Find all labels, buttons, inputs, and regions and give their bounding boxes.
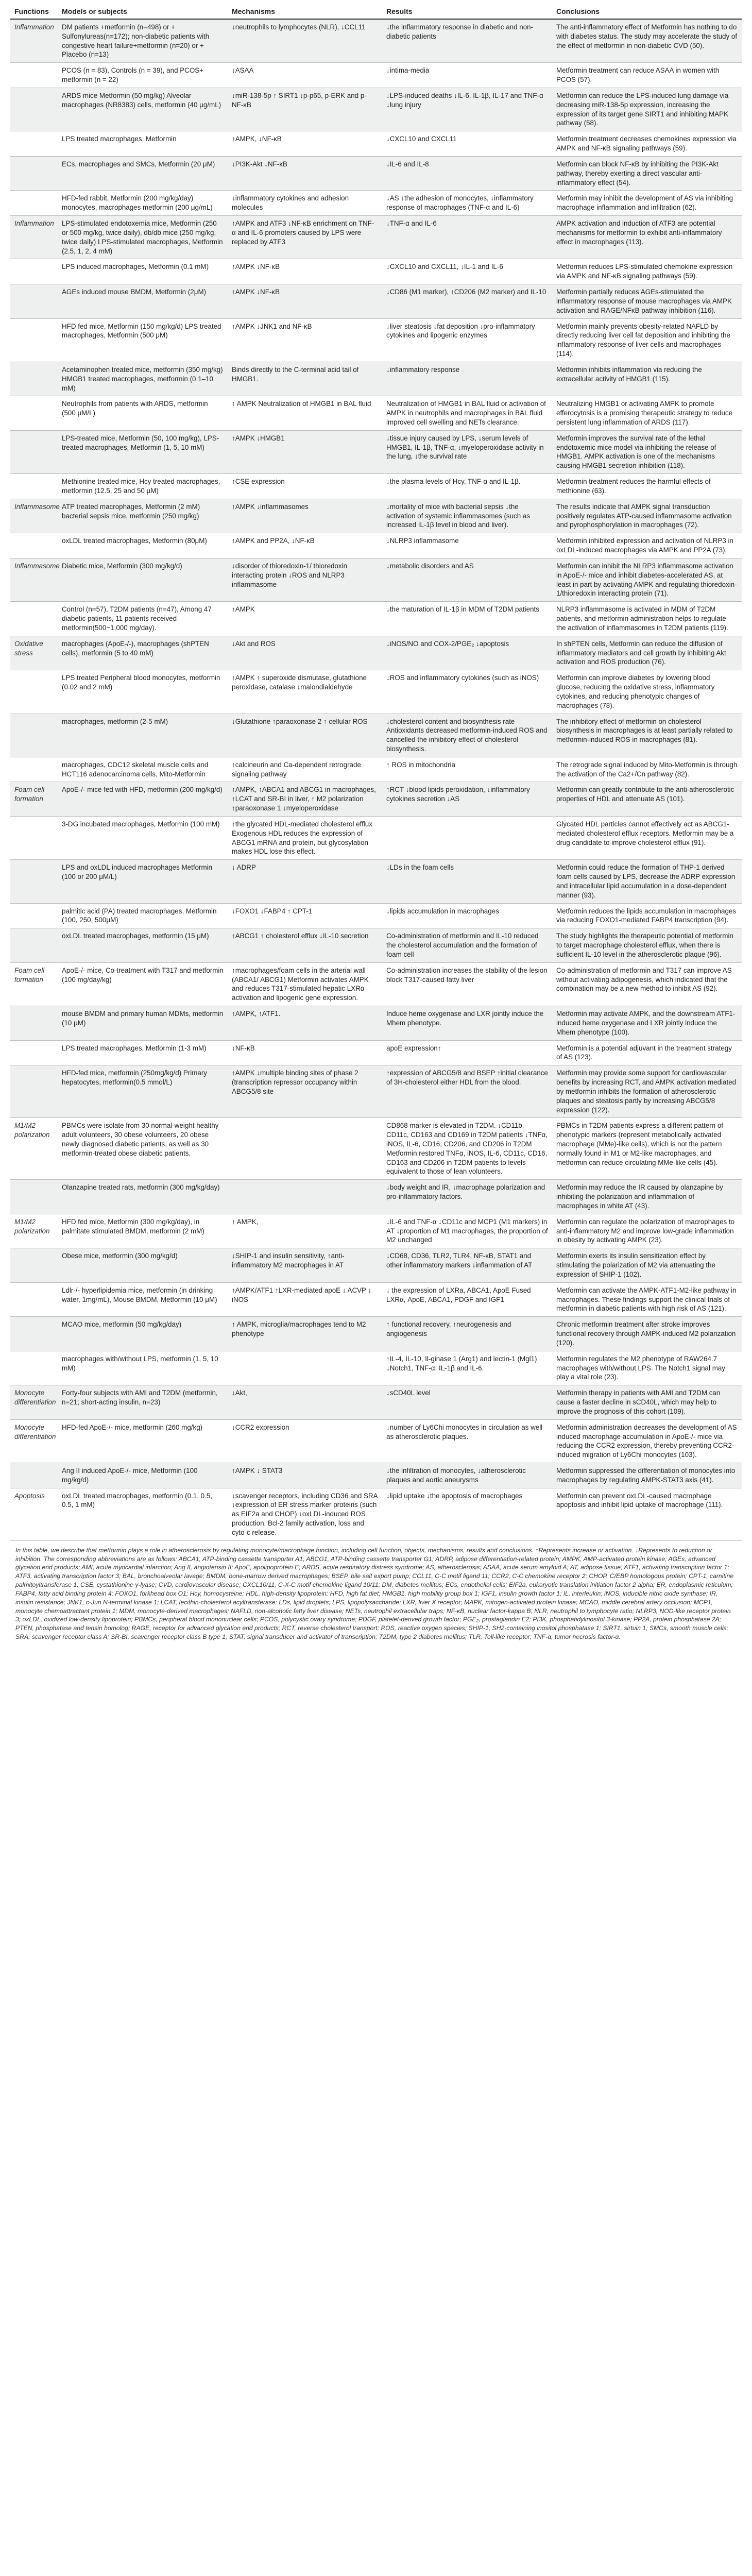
cell-model: Neutrophils from patients with ARDS, metformin (500 μM/L) xyxy=(58,396,228,430)
cell-conclusion: The retrograde signal induced by Mito-Metformin is through the activation of the Ca2+/Cn pathway (82). xyxy=(552,757,742,782)
table-header xyxy=(10,4,742,19)
cell-result: ↓CD68, CD36, TLR2, TLR4, NF-κB, STAT1 and other inflammatory markers ↓inflammation of AT xyxy=(382,1248,552,1282)
cell-function: Foam cell formation xyxy=(10,782,58,816)
cell-conclusion: Metformin regulates the M2 phenotype of RAW264.7 macrophages with/without LPS. The Notch1 signal may play a vital role (23). xyxy=(552,1351,742,1385)
cell-conclusion: The study highlights the therapeutic potential of metformin to target macrophage cholesterol efflux, when there is sufficient IL-10 level in the atherosclerotic plaque (96). xyxy=(552,928,742,962)
cell-function xyxy=(10,757,58,782)
cell-mechanism: ↑AMPK and ATF3 ↓NF-κB enrichment on TNF-α and IL-6 promoters caused by LPS were replaced by ATF3 xyxy=(228,216,382,259)
cell-model: PCOS (n = 83), Controls (n = 39), and PCOS+ metformin (n = 22) xyxy=(58,63,228,88)
cell-mechanism: ↑AMPK and PP2A, ↓NF-κB xyxy=(228,533,382,558)
header-results: Results xyxy=(382,4,552,19)
table-row xyxy=(10,1214,742,1248)
table-row xyxy=(10,499,742,533)
cell-result: ↓intima-media xyxy=(382,63,552,88)
table-row xyxy=(10,1317,742,1351)
cell-mechanism: ↓PI3K-Akt ↓NF-κB xyxy=(228,156,382,190)
cell-model: Forty-four subjects with AMI and T2DM (metformin, n=21; short-acting insulin, n=23) xyxy=(58,1385,228,1419)
cell-function xyxy=(10,88,58,131)
table-row xyxy=(10,860,742,903)
cell-result: ↓TNF-α and IL-6 xyxy=(382,216,552,259)
cell-function xyxy=(10,362,58,396)
cell-result: ↓sCD40L level xyxy=(382,1385,552,1419)
cell-model: LPS treated Peripheral blood monocytes, metformin (0.02 and 2 mM) xyxy=(58,670,228,714)
cell-model: ApoE-/- mice fed with HFD, metformin (200 mg/kg/d) xyxy=(58,782,228,816)
cell-mechanism: ↑ AMPK Neutralization of HMGB1 in BAL fluid xyxy=(228,396,382,430)
cell-conclusion: Metformin can improve diabetes by lowering blood glucose, reducing the oxidative stress, inflammatory cytokines, and reducing phenotypic changes of macrophages (78). xyxy=(552,670,742,714)
cell-function xyxy=(10,1065,58,1118)
cell-mechanism: ↑CSE expression xyxy=(228,474,382,499)
cell-model: HFD-fed rabbit, Metformin (200 mg/kg/day) monocytes, macrophages metformin (200 μg/mL) xyxy=(58,191,228,216)
cell-result: ↓CXCL10 and CXCL11, ↓IL-1 and IL-6 xyxy=(382,259,552,284)
cell-mechanism: Binds directly to the C-terminal acid tail of HMGB1. xyxy=(228,362,382,396)
cell-conclusion: Co-administration of metformin and T317 can improve AS without activating adipogenesis, which indicated that the combination may be a new method to inhibit AS (92). xyxy=(552,962,742,1006)
cell-conclusion: Metformin inhibited expression and activation of NLRP3 in oxLDL-induced macrophages via AMPK and PP2A (73). xyxy=(552,533,742,558)
cell-mechanism: ↑AMPK ↓ STAT3 xyxy=(228,1463,382,1488)
cell-function xyxy=(10,1180,58,1214)
cell-mechanism: ↓miR-138-5p ↑ SIRT1 ↓p-p65, p-ERK and p-NF-κB xyxy=(228,88,382,131)
cell-model: HFD fed mice, Metformin (150 mg/kg/d) LPS treated macrophages, Metformin (500 μM) xyxy=(58,318,228,362)
table-row xyxy=(10,318,742,362)
cell-conclusion: Metformin can activate the AMPK-ATF1-M2-like pathway in macrophages. These findings support the clinical trials of metformin in diabetic patients with high risk of AS (121). xyxy=(552,1282,742,1316)
table-row xyxy=(10,1282,742,1316)
cell-conclusion: Glycated HDL particles cannot effectively act as ABCG1-mediated cholesterol efflux receptors. Metformin may be a drug candidate to improve cholesterol efflux (91). xyxy=(552,816,742,859)
cell-mechanism: ↓ASAA xyxy=(228,63,382,88)
cell-mechanism: ↑ABCG1 ↑ cholesterol efflux ↓IL-10 secretion xyxy=(228,928,382,962)
cell-conclusion: Metformin improves the survival rate of the lethal endotoxemic mice model via inhibiting the release of HMGB1. AMPK activation is one of the mechanisms causing HMGB1 secretion inhibition (118). xyxy=(552,430,742,473)
cell-conclusion: Metformin may activate AMPK, and the downstream ATF1-induced heme oxygenase and LXR jointly induce the Mhem phenotype (100). xyxy=(552,1006,742,1040)
cell-conclusion: In shPTEN cells, Metformin can reduce the diffusion of inflammatory mediators and cell growth by inhibiting Akt activation and ROS production (76). xyxy=(552,636,742,670)
cell-mechanism: ↓ ADRP xyxy=(228,860,382,903)
table-row xyxy=(10,259,742,284)
cell-model: oxLDL treated macrophages, Metformin (80μM) xyxy=(58,533,228,558)
cell-model: HFD-fed ApoE-/- mice, metformin (260 mg/kg) xyxy=(58,1419,228,1463)
cell-function xyxy=(10,474,58,499)
cell-model: palmitic acid (PA) treated macrophages, Metformin (100, 250, 500μM) xyxy=(58,903,228,928)
cell-function xyxy=(10,156,58,190)
cell-result: ↓iNOS/NO and COX-2/PGE₂ ↓apoptosis xyxy=(382,636,552,670)
cell-mechanism: ↑AMPK xyxy=(228,602,382,636)
cell-conclusion: Metformin reduces the lipids accumulation in macrophages via reducing FOXO1-mediated FABP4 transcription (94). xyxy=(552,903,742,928)
cell-result: ↓mortality of mice with bacterial sepsis ↓the activation of systemic inflammasomes (such as increased IL-1β level in blood and liver). xyxy=(382,499,552,533)
cell-function: Inflammasome xyxy=(10,558,58,601)
cell-mechanism: ↑AMPK, ↓NF-κB xyxy=(228,131,382,157)
table-row xyxy=(10,1248,742,1282)
cell-model: LPS and oxLDL induced macrophages Metformin (100 or 200 μM/L) xyxy=(58,860,228,903)
metformin-table xyxy=(10,4,742,1541)
table-row xyxy=(10,782,742,816)
cell-mechanism: ↑AMPK, ↑ATF1. xyxy=(228,1006,382,1040)
cell-result: ↓inflammatory response xyxy=(382,362,552,396)
cell-model: Control (n=57), T2DM patients (n=47), Among 47 diabetic patients, 11 patients received metformin(500~1,000 mg/day). xyxy=(58,602,228,636)
cell-conclusion: Metformin exerts its insulin sensitization effect by stimulating the polarization of M2 via attenuating the expression of SHIP-1 (102). xyxy=(552,1248,742,1282)
table-row xyxy=(10,216,742,259)
cell-conclusion: Metformin could reduce the formation of THP-1 derived foam cells caused by LPS, decrease the ADRP expression and intracellular lipid accumulation in a dose-dependent manner (93). xyxy=(552,860,742,903)
cell-model: AGEs induced mouse BMDM, Metformin (2μM) xyxy=(58,284,228,318)
cell-conclusion: Metformin treatment can reduce ASAA in women with PCOS (57). xyxy=(552,63,742,88)
cell-function xyxy=(10,602,58,636)
cell-result: apoE expression↑ xyxy=(382,1040,552,1065)
table-row xyxy=(10,636,742,670)
cell-conclusion: Metformin may inhibit the development of AS via inhibiting macrophage inflammation and infiltration (62). xyxy=(552,191,742,216)
cell-result: ↓IL-6 and TNF-α ↓CD11c and MCP1 (M1 markers) in AT ↓proportion of M1 macrophages, the proportion of M2 unchanged xyxy=(382,1214,552,1248)
cell-result: ↓LPS-induced deaths ↓IL-6, IL-1β, IL-17 and TNF-α ↓lung injury xyxy=(382,88,552,131)
cell-result: Neutralization of HMGB1 in BAL fluid or activation of AMPK in neutrophils and macrophages in BAL fluid improved cell swelling and NETs clearance. xyxy=(382,396,552,430)
table-row xyxy=(10,63,742,88)
cell-conclusion: Metformin can regulate the polarization of macrophages to anti-inflammatory M2 and improve low-grade inflammation in obesity by activating AMPK (23). xyxy=(552,1214,742,1248)
table-row xyxy=(10,962,742,1006)
cell-model: LPS induced macrophages, Metformin (0.1 mM) xyxy=(58,259,228,284)
table-row xyxy=(10,1419,742,1463)
cell-model: ARDS mice Metformin (50 mg/kg) Alveolar macrophages (NR8383) cells, metformin (40 μg/mL) xyxy=(58,88,228,131)
cell-mechanism: ↑AMPK/ATF1 ↑LXR-mediated apoE ↓ ACVP ↓ iNOS xyxy=(228,1282,382,1316)
cell-model: LPS-treated mice, Metformin (50, 100 mg/kg), LPS-treated macrophages, Metformin (1, 5, 10 mM) xyxy=(58,430,228,473)
table-row xyxy=(10,430,742,473)
cell-function xyxy=(10,928,58,962)
cell-mechanism: ↑ AMPK, xyxy=(228,1214,382,1248)
header-mechanisms: Mechanisms xyxy=(228,4,382,19)
cell-model: HFD-fed mice, metformin (250mg/kg/d) Primary hepatocytes, metformin(0.5 mmol/L) xyxy=(58,1065,228,1118)
table-row xyxy=(10,191,742,216)
cell-mechanism: ↑calcineurin and Ca-dependent retrograde signaling pathway xyxy=(228,757,382,782)
cell-function: Foam cell formation xyxy=(10,962,58,1006)
cell-function: Oxidative stress xyxy=(10,636,58,670)
cell-function xyxy=(10,1317,58,1351)
cell-function xyxy=(10,396,58,430)
cell-function: Inflammasome xyxy=(10,499,58,533)
cell-function xyxy=(10,1282,58,1316)
cell-result: ↑RCT ↓blood lipids peroxidation, ↓inflammatory cytokines secretion ↓AS xyxy=(382,782,552,816)
cell-mechanism: ↑macrophages/foam cells in the arterial wall (ABCA1/ ABCG1) Metformin activates AMPK and reduces T317-stimulated hepatic LXRα activation and lipogenic gene expression. xyxy=(228,962,382,1006)
cell-conclusion: AMPK activation and induction of ATF3 are potential mechanisms for metformin to exhibit anti-inflammatory effect in macrophages (113). xyxy=(552,216,742,259)
cell-result: ↓the maturation of IL-1β in MDM of T2DM patients xyxy=(382,602,552,636)
cell-result: ↓NLRP3 inflammasome xyxy=(382,533,552,558)
cell-function: Apoptosis xyxy=(10,1488,58,1540)
table-row xyxy=(10,474,742,499)
cell-model: mouse BMDM and primary human MDMs, metformin (10 μM) xyxy=(58,1006,228,1040)
cell-mechanism: ↓disorder of thioredoxin-1/ thioredoxin interacting protein ↓ROS and NLRP3 inflammasome xyxy=(228,558,382,601)
cell-conclusion: Metformin reduces LPS-stimulated chemokine expression via AMPK and NF-κB signaling pathways (59). xyxy=(552,259,742,284)
cell-function xyxy=(10,131,58,157)
table-row xyxy=(10,1463,742,1488)
cell-conclusion: Metformin can block NF-κB by inhibiting the PI3K-Akt pathway, thereby exerting a direct vascular anti-inflammatory effect (54). xyxy=(552,156,742,190)
cell-result: CD868 marker is elevated in T2DM. ↓CD11b, CD11c, CD163 and CD169 in T2DM patients ↓TNFα, iNOS, IL-6, CD16, CD206, and CD206 in T2DM Metformin restored TNFα, iNOS, IL-6, CD11c, CD16, CD163 and CD206 in T2DM patients to levels equivalent to those of lean volunteers. xyxy=(382,1118,552,1180)
cell-function: Monocyte differentiation xyxy=(10,1385,58,1419)
header-models: Models or subjects xyxy=(58,4,228,19)
cell-mechanism: ↑AMPK ↓HMGB1 xyxy=(228,430,382,473)
cell-result: ↓the plasma levels of Hcy, TNF-α and IL-1β. xyxy=(382,474,552,499)
table-row xyxy=(10,903,742,928)
cell-conclusion: Metformin mainly prevents obesity-related NAFLD by directly reducing liver cell fat deposition and inhibiting the inflammatory response of liver cells and macrophages (114). xyxy=(552,318,742,362)
header-row xyxy=(10,4,742,19)
table-body xyxy=(10,19,742,1540)
cell-result: ↑ ROS in mitochondria xyxy=(382,757,552,782)
cell-result: ↑ functional recovery, ↑neurogenesis and angiogenesis xyxy=(382,1317,552,1351)
cell-result: Co-administration increases the stability of the lesion block T317-caused fatty liver xyxy=(382,962,552,1006)
cell-model: Diabetic mice, Metformin (300 mg/kg/d) xyxy=(58,558,228,601)
cell-mechanism: ↑the glycated HDL-mediated cholesterol efflux Exogenous HDL reduces the expression of ABCG1 mRNA and protein, but glycosylation makes HDL lose this effect. xyxy=(228,816,382,859)
cell-mechanism: ↑AMPK ↓inflammasomes xyxy=(228,499,382,533)
cell-function xyxy=(10,430,58,473)
cell-result: ↓IL-6 and IL-8 xyxy=(382,156,552,190)
table-row xyxy=(10,1351,742,1385)
cell-result: ↓LDs in the foam cells xyxy=(382,860,552,903)
cell-result: ↑expression of ABCG5/8 and BSEP ↑initial clearance of 3H-cholesterol either HDL from the blood. xyxy=(382,1065,552,1118)
cell-mechanism: ↓Glutathione ↑paraoxonase 2 ↑ cellular ROS xyxy=(228,714,382,757)
cell-function xyxy=(10,860,58,903)
cell-function xyxy=(10,816,58,859)
cell-mechanism: ↑AMPK ↓NF-κB xyxy=(228,284,382,318)
cell-result: ↓body weight and IR, ↓macrophage polarization and pro-inflammatory factors. xyxy=(382,1180,552,1214)
cell-conclusion: Metformin therapy in patients with AMI and T2DM can cause a faster decline in sCD40L, which may help to improve the prognosis of this cohort (109). xyxy=(552,1385,742,1419)
cell-function xyxy=(10,63,58,88)
table-row xyxy=(10,714,742,757)
table-row xyxy=(10,1040,742,1065)
cell-result: ↓AS ↓the adhesion of monocytes, ↓inflammatory response of macrophages (TNF-α and IL-6) xyxy=(382,191,552,216)
cell-conclusion: Metformin can reduce the LPS-induced lung damage via decreasing miR-138-5p expression, increasing the expression of its target gene SIRT1 and inhibiting MAPK pathway (58). xyxy=(552,88,742,131)
cell-model: PBMCs were isolate from 30 normal-weight healthy adult volunteers, 30 obese volunteers, 20 obese newly diagnosed diabetic patients, as well as 30 metformin-treated obese diabetic patients. xyxy=(58,1118,228,1180)
cell-result xyxy=(382,816,552,859)
cell-mechanism xyxy=(228,1351,382,1385)
table-row xyxy=(10,1488,742,1540)
cell-result: ↓metabolic disorders and AS xyxy=(382,558,552,601)
cell-mechanism: ↓neutrophils to lymphocytes (NLR), ↓CCL11 xyxy=(228,19,382,63)
cell-mechanism: ↑AMPK ↓multiple binding sites of phase 2 (transcription repressor occupancy within ABCG5/8 site xyxy=(228,1065,382,1118)
cell-mechanism: ↓CCR2 expression xyxy=(228,1419,382,1463)
cell-mechanism: ↓Akt and ROS xyxy=(228,636,382,670)
cell-model: macrophages with/without LPS, metformin (1, 5, 10 mM) xyxy=(58,1351,228,1385)
cell-conclusion: The results indicate that AMPK signal transduction positively regulates ATP-caused inflammasome activation and pyrophosphorylation in macrophages (72). xyxy=(552,499,742,533)
cell-model: DM patients +metformin (n=498) or + Sulfonylureas(n=172); non-diabetic patients with congestive heart failure+metformin (n=20) or + Placebo (n=13) xyxy=(58,19,228,63)
table-row xyxy=(10,156,742,190)
cell-model: macrophages, metformin (2-5 mM) xyxy=(58,714,228,757)
table-row xyxy=(10,533,742,558)
table-row xyxy=(10,816,742,859)
cell-function xyxy=(10,903,58,928)
table-row xyxy=(10,19,742,63)
cell-function xyxy=(10,284,58,318)
cell-mechanism: ↑AMPK ↓NF-κB xyxy=(228,259,382,284)
cell-model: LPS treated macrophages, Metformin xyxy=(58,131,228,157)
cell-conclusion: Metformin is a potential adjuvant in the treatment strategy of AS (123). xyxy=(552,1040,742,1065)
cell-result: ↓tissue injury caused by LPS, ↓serum levels of HMGB1, IL-1β, TNF-α, ↓myeloperoxidase activity in the lung, ↓the survival rate xyxy=(382,430,552,473)
cell-model: Olanzapine treated rats, metformin (300 mg/kg/day) xyxy=(58,1180,228,1214)
cell-conclusion: Metformin may provide some support for cardiovascular benefits by increasing RCT, and AMPK activation mediated by metformin inhibits the formation of atherosclerotic plaques and steatosis partly by increasing ABCG5/8 expression (122). xyxy=(552,1065,742,1118)
cell-model: Obese mice, metformin (300 mg/kg/d) xyxy=(58,1248,228,1282)
cell-model: Ang II induced ApoE-/- mice, Metformin (100 mg/kg/d) xyxy=(58,1463,228,1488)
table-row xyxy=(10,284,742,318)
cell-function: Inflammation xyxy=(10,19,58,63)
cell-function xyxy=(10,533,58,558)
cell-result: ↓the infiltration of monocytes, ↓atherosclerotic plaques and aortic aneurysms xyxy=(382,1463,552,1488)
cell-conclusion: Metformin treatment reduces the harmful effects of methionine (63). xyxy=(552,474,742,499)
table-row xyxy=(10,131,742,157)
table-footnote: In this table, we describe that metformin plays a role in atherosclerosis by regulating monocyte/macrophage function, including cell function, objects, mechanisms, results and conclusions. ↑Represents increase or activation. ↓Represents to reduction or inhibition. The corresponding abbreviations are as follows: ABCA1, ATP-binding cassette transporter A1; ABCG1, ATP-binding cassette transporter G1; ADRP, adipose differentiation-related protein; AMPK, AMP-activated protein kinase; AGEs, advanced glycation end products; AMI, acute myocardial infarction; Ang II, angiotensin II; ApoE, apolipoprotein E; ARDS, acute respiratory distress syndrome; AS, atherosclerosis; ASAA, acute serum amyloid A; AT, adipose tissue; ATF1, activating transcription factor 1; ATF3, activating transcription factor 3; BAL, bronchoalveolar lavage; BMDM, bone-marrow derived macrophages; BSEP, bile salt export pump; CCL11, C-C motif ligand 11; CCR2, C-C chemokine receptor 2; CHOP, C/EBP homologous protein; CPT-1, carnitine palmitoyltransferase 1; CSE, cystathionine γ-lyase; CVD, cardiovascular disease; CXCL10/11, C-X-C motif chemokine ligand 10/11; DM, diabetes mellitus; ECs, endothelial cells; EIF2a, eukaryotic translation initiation factor 2 alpha; ER, endoplasmic reticulum; FABP4, fatty acid binding protein 4; FOXO1, forkhead box O1; Hcy, homocysteine; HDL, high-density lipoprotein; HFD, high fat diet; HMGB1, high mobility group box 1; IGF1, insulin growth factor 1; IL, interleukin; iNOS, inducible nitric oxide synthase; IR, insulin resistance; JNK1, c-Jun N-terminal kinase 1; LCAT, lecithin-cholesterol acyltransferase; LDs, lipid droplets; LPS, lipopolysaccharide; LXR, liver X receptor; MAPK, mitogen-activated protein kinase; MCAO, middle cerebral artery occlusion; MCP1, monocyte chemoattractant protein 1; MDM, monocyte-derived macrophages; NAFLD, non-alcoholic fatty liver disease; NETs, neutrophil extracellular traps; NF-κB, nuclear factor-kappa B; NLR, neutrophil to lymphocyte ratio; NLRP3, NOD-like receptor protein 3; oxLDL, oxidized low-density lipoprotein; PBMCs, peripheral blood mononuclear cells; PCOS, polycystic ovary syndrome; PDGF, platelet-derived growth factor; PGE₂, prostaglandin E2; PI3K, phosphatidylinositol 3-kinase; PP2A, protein phosphatase 2A; PTEN, phosphatase and tensin homolog; RAGE, receptor for advanced glycation end products; RCT, reverse cholesterol transport; ROS, reactive oxygen species; SHIP-1, SH2-containing inositol phosphatase 1; SIRT1, sirtuin 1; SMCs, smooth muscle cells; SRA, scavenger receptor class A; SR-BI, scavenger receptor class B type 1; STAT, signal transducer and activator of transcription; T2DM, type 2 diabetes mellitus; TLR, Toll-like receptor; TNF-α, tumor necrosis factor-α. xyxy=(15,1546,734,1641)
table-row xyxy=(10,88,742,131)
cell-function xyxy=(10,1248,58,1282)
cell-function xyxy=(10,714,58,757)
cell-conclusion: Metformin administration decreases the development of AS induced macrophage accumulation in ApoE-/- mice via reducing the CCR2 expression, thereby preventing CCR2-induced migration of Ly6Chi monocytes (103). xyxy=(552,1419,742,1463)
cell-model: MCAO mice, metformin (50 mg/kg/day) xyxy=(58,1317,228,1351)
table-row xyxy=(10,757,742,782)
table-row xyxy=(10,1006,742,1040)
table-row xyxy=(10,362,742,396)
cell-model: macrophages, CDC12 skeletal muscle cells and HCT116 adenocarcinoma cells, Mito-Metformin xyxy=(58,757,228,782)
cell-mechanism: ↓scavenger receptors, including CD36 and SRA ↓expression of ER stress marker proteins (such as EIF2a and CHOP) ↓oxLDL-induced ROS production, Bcl-2 family activation, loss and cyto-c release. xyxy=(228,1488,382,1540)
cell-result: Co-administration of metformin and IL-10 reduced the cholesterol accumulation and the formation of foam cell xyxy=(382,928,552,962)
cell-model: oxLDL treated macrophages, metformin (0.1, 0.5, 0.5, 1 mM) xyxy=(58,1488,228,1540)
table-row xyxy=(10,396,742,430)
header-conclusions: Conclusions xyxy=(552,4,742,19)
cell-function: M1/M2 polarization xyxy=(10,1214,58,1248)
cell-function xyxy=(10,1351,58,1385)
cell-mechanism xyxy=(228,1118,382,1180)
cell-mechanism: ↑AMPK ↑ superoxide dismutase, glutathione peroxidase, catalase ↓malondialdehyde xyxy=(228,670,382,714)
cell-model: Ldlr-/- hyperlipidemia mice, metformin (in drinking water, 1mg/mL), Mouse BMDM, Metformin (10 μM) xyxy=(58,1282,228,1316)
cell-model: ApoE-/- mice, Co-treatment with T317 and metformin (100 mg/day/kg) xyxy=(58,962,228,1006)
table-row xyxy=(10,1118,742,1180)
table-row xyxy=(10,1385,742,1419)
cell-function xyxy=(10,259,58,284)
cell-function: Monocyte differentiation xyxy=(10,1419,58,1463)
cell-mechanism xyxy=(228,1180,382,1214)
cell-model: 3-DG incubated macrophages, Metformin (100 mM) xyxy=(58,816,228,859)
cell-conclusion: Metformin can inhibit the NLRP3 inflammasome activation in ApoE-/- mice and inhibit diabetes-accelerated AS, at least in part by activating AMPK and regulating thioredoxin-1/thioredoxin interacting protein (71). xyxy=(552,558,742,601)
cell-model: LPS-stimulated endotoxemia mice, Metformin (250 or 500 mg/kg, twice daily), db/db mice (250 mg/kg, twice daily) LPS-stimulated macrophages, Metformin (2.5, 1, 2, 4 mM) xyxy=(58,216,228,259)
cell-result: ↓CXCL10 and CXCL11 xyxy=(382,131,552,157)
cell-conclusion: Metformin inhibits inflammation via reducing the extracellular activity of HMGB1 (115). xyxy=(552,362,742,396)
cell-model: macrophages (ApoE-/-), macrophages (shPTEN cells), metformin (5 to 40 mM) xyxy=(58,636,228,670)
cell-function xyxy=(10,191,58,216)
table-row xyxy=(10,602,742,636)
cell-function xyxy=(10,1463,58,1488)
cell-result: ↓ the expression of LXRa, ABCA1, ApoE Fused LXRα, ApoE, ABCA1, PDGF and IGF1 xyxy=(382,1282,552,1316)
cell-model: ATP treated macrophages, Metformin (2 mM) bacterial sepsis mice, metformin (250 mg/kg) xyxy=(58,499,228,533)
table-row xyxy=(10,1180,742,1214)
header-functions: Functions xyxy=(10,4,58,19)
cell-result: ↓lipid uptake ↓the apoptosis of macrophages xyxy=(382,1488,552,1540)
cell-model: Acetaminophen treated mice, metformin (350 mg/kg) HMGB1 treated macrophages, metformin (0.1–10 mM) xyxy=(58,362,228,396)
cell-mechanism: ↑ AMPK, microglia/macrophages tend to M2 phenotype xyxy=(228,1317,382,1351)
cell-mechanism: ↓NF-κB xyxy=(228,1040,382,1065)
table-row xyxy=(10,558,742,601)
cell-mechanism: ↑AMPK, ↑ABCA1 and ABCG1 in macrophages, ↑LCAT and SR-BI in liver, ↑ M2 polarization ↑paraoxonase 1 ↓myeloperoxidase xyxy=(228,782,382,816)
cell-conclusion: Metformin may reduce the IR caused by olanzapine by inhibiting the polarization and inflammation of macrophages in white AT (43). xyxy=(552,1180,742,1214)
cell-function xyxy=(10,318,58,362)
cell-mechanism: ↓Akt, xyxy=(228,1385,382,1419)
cell-result: ↓the inflammatory response in diabetic and non-diabetic patients xyxy=(382,19,552,63)
cell-conclusion: Metformin suppressed the differentiation of monocytes into macrophages by regulating AMPK-STAT3 axis (41). xyxy=(552,1463,742,1488)
cell-conclusion: NLRP3 inflammasome is activated in MDM of T2DM patients, and metformin administration helps to regulate the activation of inflammasomes in T2DM patients (119). xyxy=(552,602,742,636)
cell-result: ↓CD86 (M1 marker), ↑CD206 (M2 marker) and IL-10 xyxy=(382,284,552,318)
cell-function: Inflammation xyxy=(10,216,58,259)
cell-result: ↓number of Ly6Chi monocytes in circulation as well as atherosclerotic plaques. xyxy=(382,1419,552,1463)
table-row xyxy=(10,670,742,714)
cell-result: ↓ROS and inflammatory cytokines (such as iNOS) xyxy=(382,670,552,714)
cell-model: LPS treated macrophages, Metformin (1-3 mM) xyxy=(58,1040,228,1065)
cell-model: ECs, macrophages and SMCs, Metformin (20 μM) xyxy=(58,156,228,190)
cell-function xyxy=(10,670,58,714)
table-row xyxy=(10,928,742,962)
cell-conclusion: Neutralizing HMGB1 or activating AMPK to promote efferocytosis is a promising therapeutic strategy to reduce persistent lung inflammation of ARDS (117). xyxy=(552,396,742,430)
cell-result: ↓lipids accumulation in macrophages xyxy=(382,903,552,928)
cell-conclusion: Metformin can greatly contribute to the anti-atherosclerotic properties of HDL and attenuate AS (101). xyxy=(552,782,742,816)
cell-result: ↓liver steatosis ↓fat deposition ↓pro-inflammatory cytokines and lipogenic enzymes xyxy=(382,318,552,362)
cell-conclusion: The anti-inflammatory effect of Metformin has nothing to do with diabetes status. The study may accelerate the study of the effect of metformin in non-diabetic CVD (50). xyxy=(552,19,742,63)
cell-conclusion: Chronic metformin treatment after stroke improves functional recovery through AMPK-induced M2 polarization (120). xyxy=(552,1317,742,1351)
cell-mechanism: ↓inflammatory cytokines and adhesion molecules xyxy=(228,191,382,216)
cell-model: HFD fed mice, Metformin (300 mg/kg/day), in palmitate stimulated BMDM, metformin (2 mM) xyxy=(58,1214,228,1248)
cell-function xyxy=(10,1006,58,1040)
cell-conclusion: The inhibitory effect of metformin on cholesterol biosynthesis in macrophages is at least partially related to metformin-induced ROS in macrophages (81). xyxy=(552,714,742,757)
cell-conclusion: Metformin treatment decreases chemokines expression via AMPK and NF-κB signaling pathways (59). xyxy=(552,131,742,157)
cell-result: Induce heme oxygenase and LXR jointly induce the Mhem phenotype. xyxy=(382,1006,552,1040)
cell-model: oxLDL treated macrophages, metformin (15 μM) xyxy=(58,928,228,962)
cell-mechanism: ↑AMPK ↓JNK1 and NF-κB xyxy=(228,318,382,362)
table-row xyxy=(10,1065,742,1118)
cell-model: Methionine treated mice, Hcy treated macrophages, metformin (12.5, 25 and 50 μM) xyxy=(58,474,228,499)
cell-conclusion: PBMCs in T2DM patients express a different pattern of phenotypic markers (represent metabolically activated macrophage (MMe)-like cells), which is not the pattern normally found in M1 or M2-like macrophages, and metformin can reduce circulating MMe-like cells (45). xyxy=(552,1118,742,1180)
cell-function xyxy=(10,1040,58,1065)
cell-mechanism: ↓SHIP-1 and insulin sensitivity, ↑anti-inflammatory M2 macrophages in AT xyxy=(228,1248,382,1282)
cell-function: M1/M2 polarization xyxy=(10,1118,58,1180)
cell-result: ↑IL-4, IL-10, Il-ginase 1 (Arg1) and lectin-1 (Mgl1) ↓Notch1, TNF-α, IL-1β and IL-6. xyxy=(382,1351,552,1385)
cell-conclusion: Metformin can prevent oxLDL-caused macrophage apoptosis and inhibit lipid uptake of macrophage (111). xyxy=(552,1488,742,1540)
cell-mechanism: ↓FOXO1 ↓FABP4 ↑ CPT-1 xyxy=(228,903,382,928)
cell-conclusion: Metformin partially reduces AGEs-stimulated the inflammatory response of mouse macrophages via AMPK activation and RAGE/NFκB pathway inhibition (116). xyxy=(552,284,742,318)
cell-result: ↓cholesterol content and biosynthesis rate Antioxidants decreased metformin-induced ROS and cancelled the inhibitory effect of cholesterol biosynthesis. xyxy=(382,714,552,757)
